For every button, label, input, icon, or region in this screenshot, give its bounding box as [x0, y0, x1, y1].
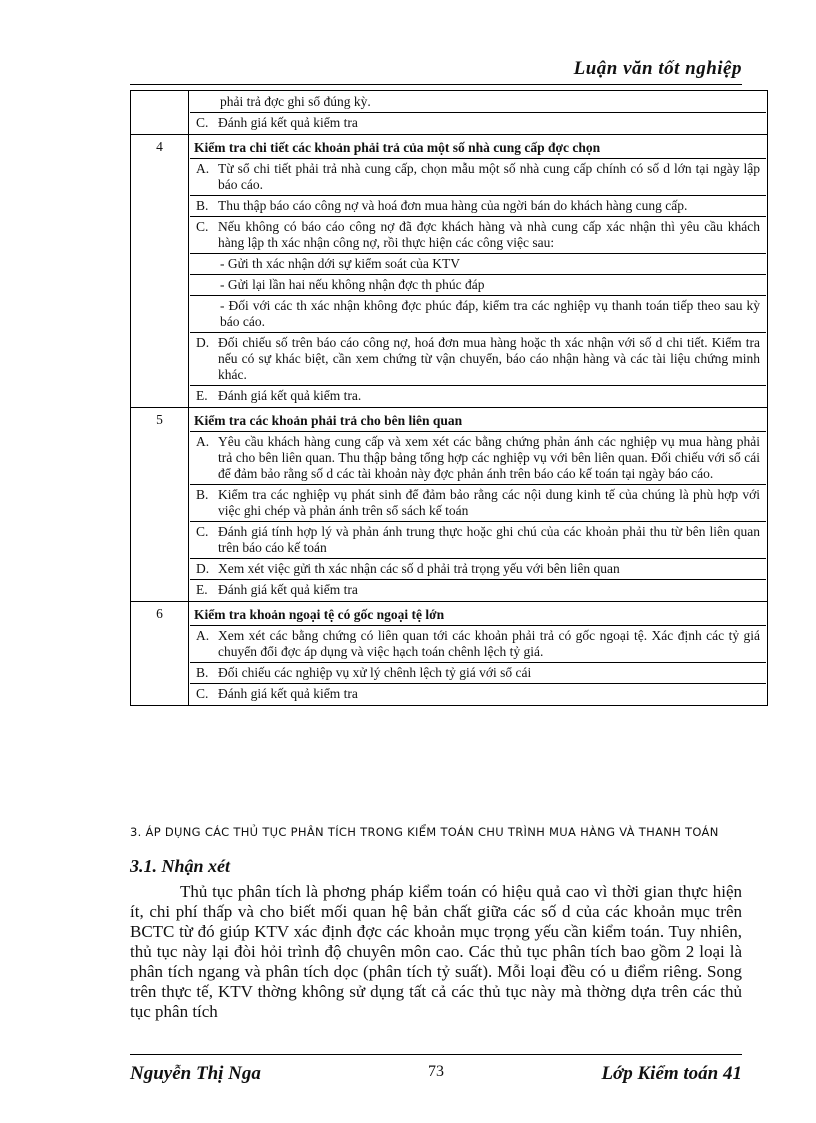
step-text: Thu thập báo cáo công nợ và hoá đơn mua hàng của ngời bán do khách hàng cung cấp.	[218, 198, 688, 213]
step-letter: A.	[196, 161, 210, 176]
procedure-step	[190, 196, 766, 217]
procedure-step	[190, 432, 766, 485]
procedure-title: Kiểm tra chi tiết các khoản phải trả của một số nhà cung cấp đợc chọn	[190, 136, 766, 159]
page-footer	[130, 1054, 742, 1085]
step-text: Xem xét việc gửi th xác nhận các số d phải trả trọng yếu với bên liên quan	[218, 561, 620, 576]
step-letter: A.	[196, 628, 210, 643]
table-row	[131, 135, 768, 408]
step-letter: A.	[196, 434, 210, 449]
footer-class: Lớp Kiểm toán 41	[601, 1063, 742, 1084]
step-letter: B.	[196, 487, 209, 502]
procedure-title: Kiểm tra các khoản phải trả cho bên liên quan	[190, 409, 766, 432]
page-number: 73	[428, 1063, 444, 1080]
section-3-heading: 3. ÁP DỤNG CÁC THỦ TỤC PHÂN TÍCH TRONG KIỂM TOÁN CHU TRÌNH MUA HÀNG VÀ THANH TOÁN	[130, 825, 719, 839]
step-text: Từ sổ chi tiết phải trả nhà cung cấp, chọn mẫu một số nhà cung cấp chính có số d lớn tại ngày lập báo cáo.	[218, 161, 760, 192]
audit-procedures-table	[130, 90, 768, 706]
procedure-step	[190, 626, 766, 663]
row-content	[189, 602, 768, 706]
procedure-step	[190, 159, 766, 196]
procedure-step	[190, 559, 766, 580]
procedure-step	[190, 386, 766, 406]
step-letter: C.	[196, 219, 209, 234]
row-number: 6	[131, 602, 189, 706]
section-3-1-paragraph: Thủ tục phân tích là phơng pháp kiểm toán có hiệu quả cao vì thời gian thực hiện ít, chi phí thấp và cho biết mối quan hệ bản chất giữa các số d của các khoản mục trên BCTC từ đó giúp KTV xác định đợc các khoản mục trọng yếu cần kiểm toán. Tuy nhiên, thủ tục này lại đòi hỏi trình độ chuyên môn cao. Các thủ tục phân tích bao gồm 2 loại là phân tích ngang và phân tích dọc (phân tích tỷ suất). Mỗi loại đều có u điểm riêng. Song trên thực tế, KTV thờng không sử dụng tất cả các thủ tục này mà thờng dựa trên các thủ tục phân tích	[130, 882, 742, 1021]
step-text: Đánh giá kết quả kiểm tra	[218, 686, 358, 701]
row-number: 4	[131, 135, 189, 408]
step-text: Đối chiếu số trên báo cáo công nợ, hoá đơn mua hàng hoặc th xác nhận với số d chi tiết. Kiểm tra nếu có sự khác biệt, cần xem chứng từ vận chuyển, báo cáo nhận hàng và các tài liệu chứng minh khác.	[218, 335, 760, 382]
step-text: Nếu không có báo cáo công nợ đã đợc khách hàng và nhà cung cấp xác nhận thì yêu cầu khách hàng lập th xác nhận công nợ, rồi thực hiện các công việc sau:	[218, 219, 760, 250]
step-letter: C.	[196, 115, 209, 130]
sub-step: - Gửi th xác nhận dới sự kiểm soát của KTV	[190, 254, 766, 275]
procedure-title: Kiểm tra khoản ngoại tệ có gốc ngoại tệ lớn	[190, 603, 766, 626]
step-text: Yêu cầu khách hàng cung cấp và xem xét các bằng chứng phản ánh các nghiệp vụ mua hàng phải trả cho bên liên quan. Thu thập bảng tổng hợp các nghiệp vụ với bên liên quan. Đối chiếu với sổ cái để đảm bảo rằng số d các tài khoản này đợc phản ánh trên báo cáo kế toán tại ngày báo cáo.	[218, 434, 760, 481]
sub-step: - Đối với các th xác nhận không đợc phúc đáp, kiểm tra các nghiệp vụ thanh toán tiếp theo sau kỳ báo cáo.	[190, 296, 766, 333]
row-content	[189, 91, 768, 135]
row-number	[131, 91, 189, 135]
row-content	[189, 408, 768, 602]
sub-step: - Gửi lại lần hai nếu không nhận đợc th phúc đáp	[190, 275, 766, 296]
step-text: phải trả đợc ghi sổ đúng kỳ.	[220, 94, 371, 109]
table-row	[131, 408, 768, 602]
procedure-step	[190, 485, 766, 522]
step-text: Kiểm tra các nghiệp vụ phát sinh để đảm bảo rằng các nội dung kinh tế của chúng là phù hợp với việc ghi chép và phản ánh trên sổ sách kế toán	[218, 487, 760, 518]
step-letter: E.	[196, 582, 208, 597]
page-header	[130, 54, 742, 85]
step-text: Xem xét các bằng chứng có liên quan tới các khoản phải trả có gốc ngoại tệ. Xác định các tỷ giá chuyển đổi đợc áp dụng và việc hạch toán chênh lệch tỷ giá.	[218, 628, 760, 659]
procedure-step	[190, 217, 766, 254]
step-letter: C.	[196, 524, 209, 539]
table-row	[131, 91, 768, 135]
step-letter: B.	[196, 665, 209, 680]
step-text: Đối chiếu các nghiệp vụ xử lý chênh lệch tỷ giá với sổ cái	[218, 665, 532, 680]
procedure-step	[190, 333, 766, 386]
row-number: 5	[131, 408, 189, 602]
table-row	[131, 602, 768, 706]
step-letter: E.	[196, 388, 208, 403]
procedure-step	[190, 684, 766, 704]
procedure-step	[190, 580, 766, 600]
header-title: Luận văn tốt nghiệp	[573, 58, 742, 79]
procedure-step	[190, 92, 766, 113]
step-letter: B.	[196, 198, 209, 213]
section-3-1-heading: 3.1. Nhận xét	[130, 856, 231, 876]
procedure-step	[190, 663, 766, 684]
step-letter: D.	[196, 335, 210, 350]
step-text: Đánh giá kết quả kiểm tra.	[218, 388, 362, 403]
step-letter: C.	[196, 686, 209, 701]
row-content	[189, 135, 768, 408]
step-text: Đánh giá kết quả kiểm tra	[218, 115, 358, 130]
step-text: Đánh giá tính hợp lý và phản ánh trung thực hoặc ghi chú của các khoản phải thu từ bên liên quan trên báo cáo kế toán	[218, 524, 760, 555]
procedure-step	[190, 522, 766, 559]
step-text: Đánh giá kết quả kiểm tra	[218, 582, 358, 597]
step-letter: D.	[196, 561, 210, 576]
procedure-step	[190, 113, 766, 133]
footer-author: Nguyễn Thị Nga	[130, 1063, 261, 1084]
